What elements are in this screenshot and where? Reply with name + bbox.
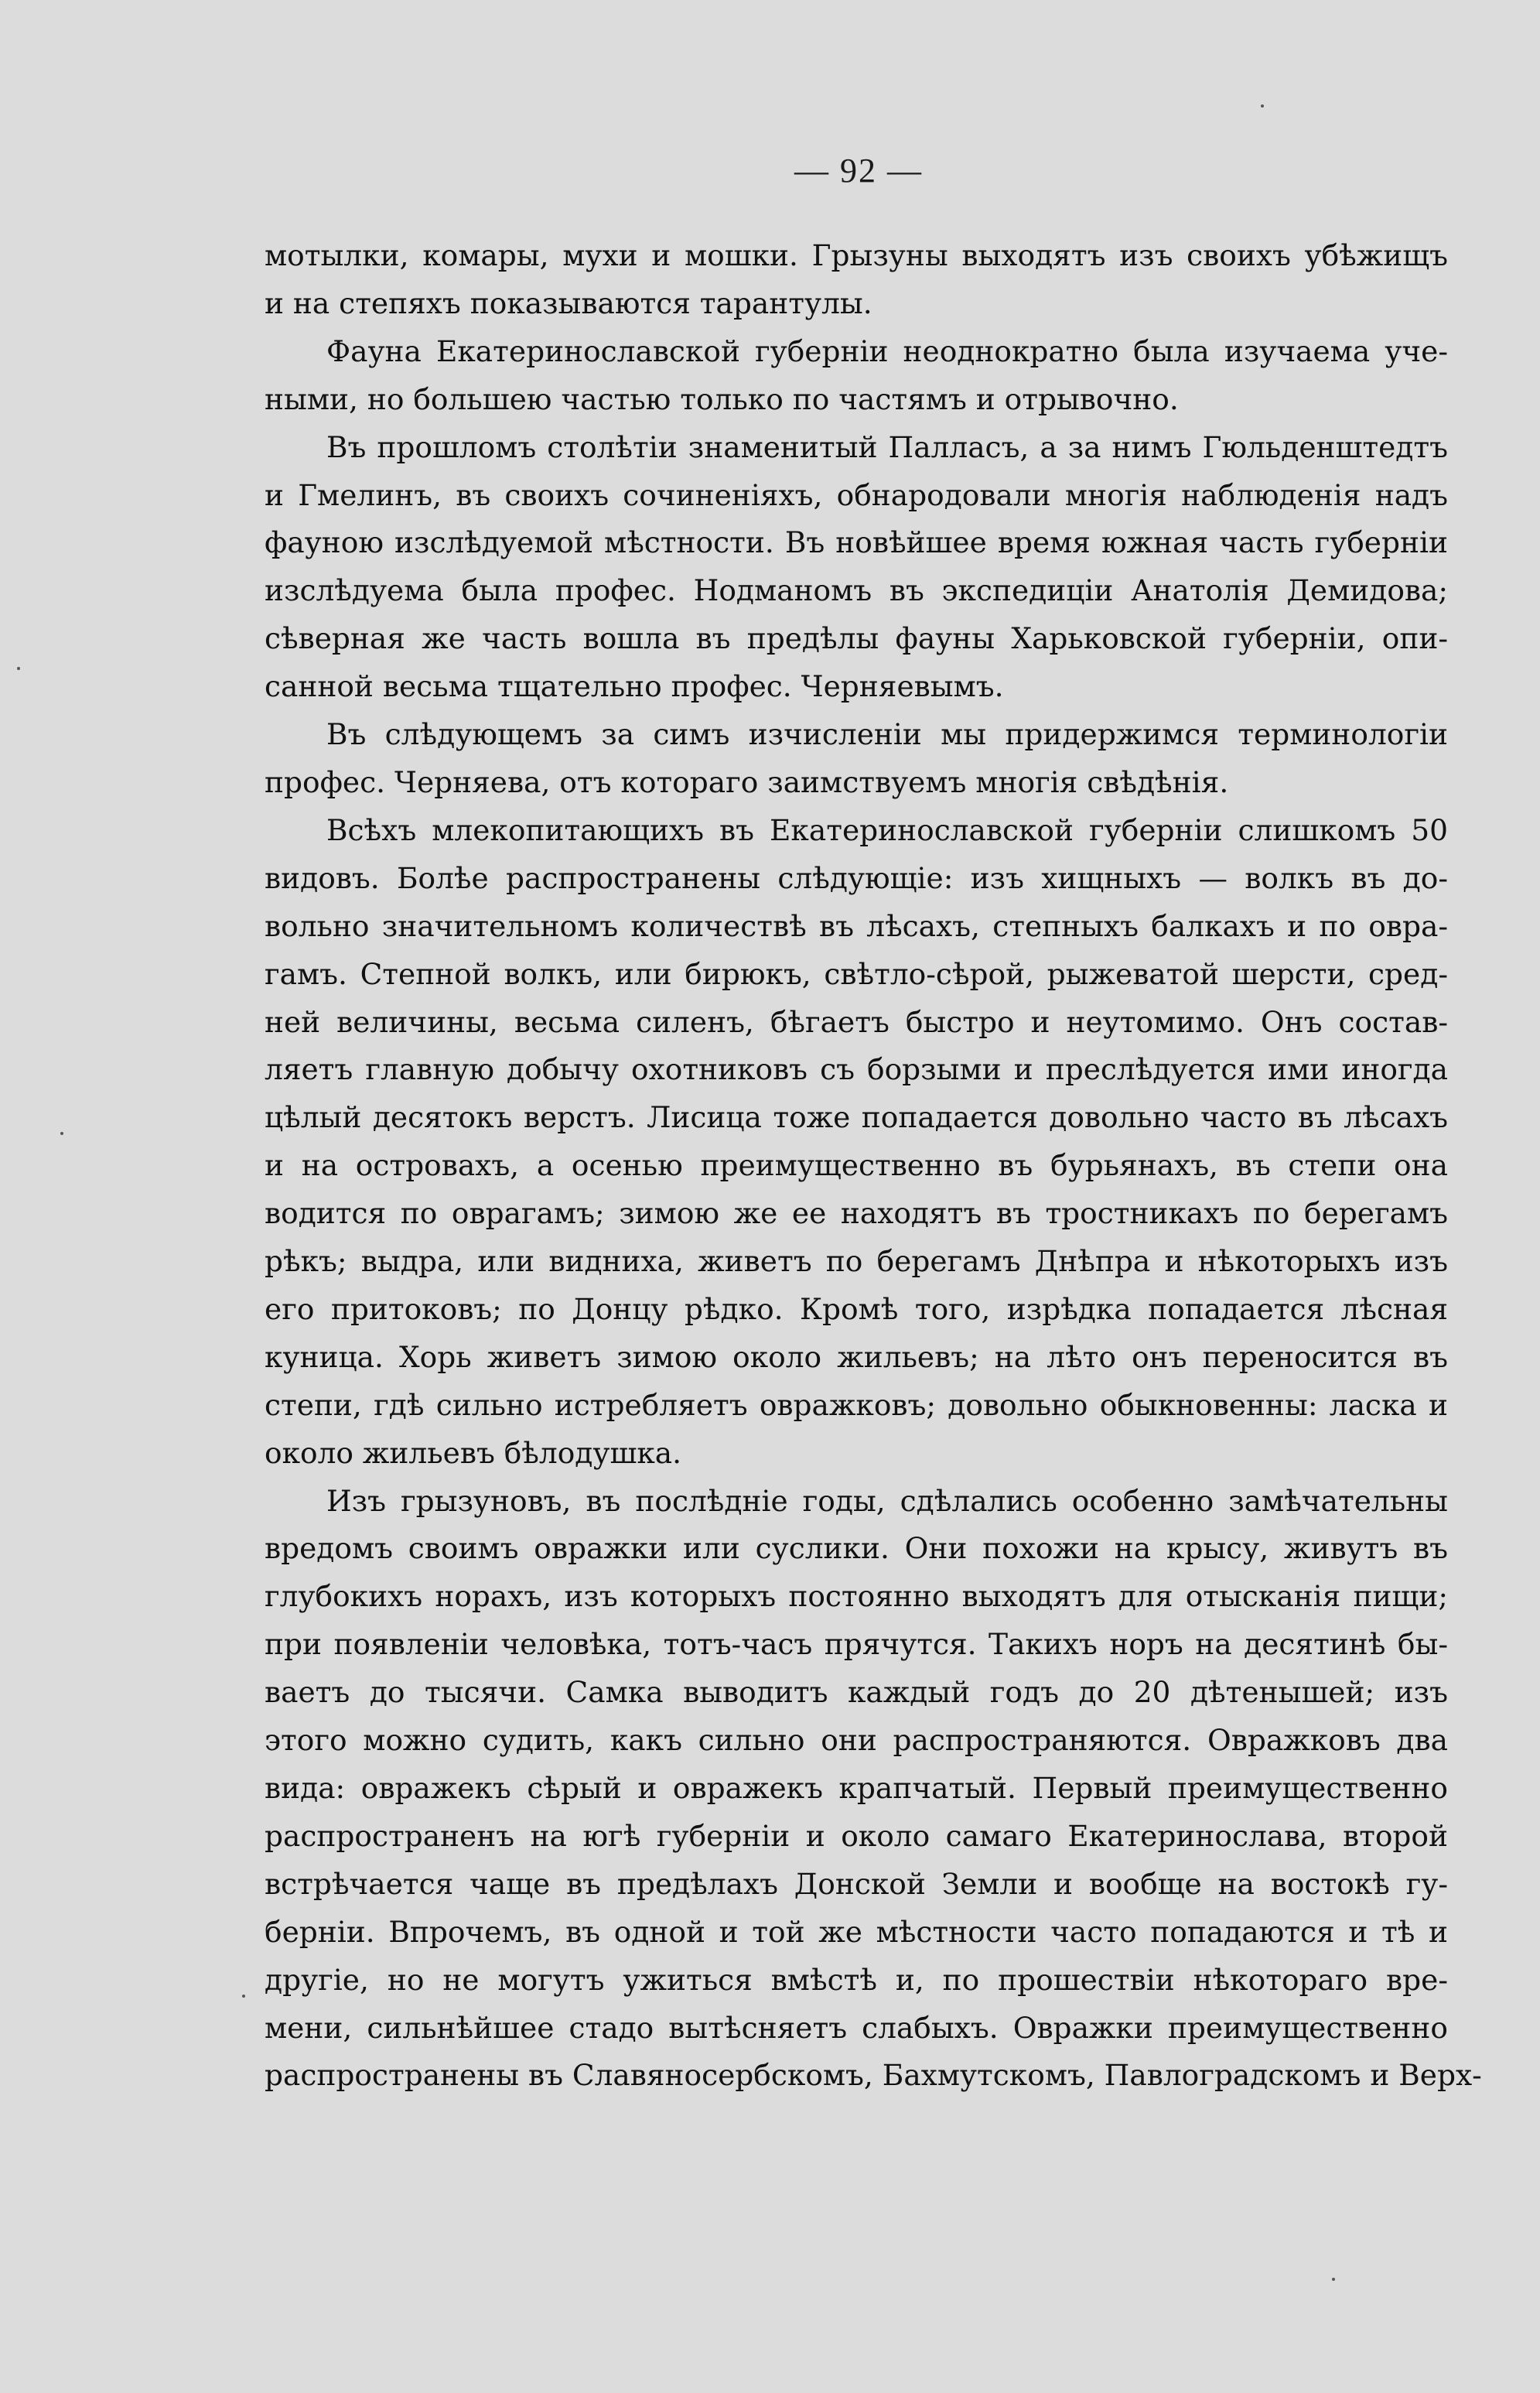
text-line: и на островахъ, а осенью преимущественно въ бурьянахъ, въ степи она xyxy=(265,1148,1448,1183)
text-line: цѣлый десятокъ верстъ. Лисица тоже попадается довольно часто въ лѣсахъ xyxy=(265,1100,1448,1135)
text-line: гамъ. Степной волкъ, или бирюкъ, свѣтло-сѣрой, рыжеватой шерсти, сред- xyxy=(265,956,1448,991)
text-line: около жильевъ бѣлодушка. xyxy=(265,1435,682,1470)
text-line: Въ прошломъ столѣтіи знаменитый Палласъ, а за нимъ Гюльденштедтъ xyxy=(326,429,1448,464)
text-line: сѣверная же часть вошла въ предѣлы фауны Харьковской губерніи, опи- xyxy=(265,621,1448,656)
scan-speck xyxy=(1261,104,1264,108)
text-line: встрѣчается чаще въ предѣлахъ Донской Земли и вообще на востокѣ гу- xyxy=(265,1866,1448,1901)
text-line: ляетъ главную добычу охотниковъ съ борзыми и преслѣдуется ими иногда xyxy=(265,1052,1448,1087)
text-line: Въ слѣдующемъ за симъ изчисленіи мы придержимся терминологіи xyxy=(326,717,1448,752)
body-text xyxy=(265,232,1482,2100)
page-number: — 92 — xyxy=(794,152,923,190)
text-line: рѣкъ; выдра, или видниха, живетъ по берегамъ Днѣпра и нѣкоторыхъ изъ xyxy=(265,1244,1448,1279)
text-line: Всѣхъ млекопитающихъ въ Екатеринославской губерніи слишкомъ 50 xyxy=(326,812,1448,847)
scan-speck xyxy=(60,1132,63,1135)
text-line: куница. Хорь живетъ зимою около жильевъ; на лѣто онъ переносится въ xyxy=(265,1339,1448,1374)
text-line: Фауна Екатеринославской губерніи неоднократно была изучаема уче- xyxy=(326,333,1448,368)
text-line: водится по оврагамъ; зимою же ее находятъ въ тростникахъ по берегамъ xyxy=(265,1196,1448,1231)
text-line: санной весьма тщательно профес. Черняевымъ. xyxy=(265,669,1004,704)
text-line: его притоковъ; по Донцу рѣдко. Кромѣ того, изрѣдка попадается лѣсная xyxy=(265,1291,1448,1326)
text-line: Изъ грызуновъ, въ послѣдніе годы, сдѣлались особенно замѣчательны xyxy=(326,1483,1448,1518)
text-line: глубокихъ норахъ, изъ которыхъ постоянно выходятъ для отысканія пищи; xyxy=(265,1579,1448,1614)
scan-speck xyxy=(17,667,20,670)
text-line: и Гмелинъ, въ своихъ сочиненіяхъ, обнародовали многія наблюденія надъ xyxy=(265,477,1448,512)
text-line: и на степяхъ показываются тарантулы. xyxy=(265,285,872,320)
text-line: распространены въ Славяносербскомъ, Бахмутскомъ, Павлоградскомъ и Верх- xyxy=(265,2058,1482,2093)
text-line: ваетъ до тысячи. Самка выводитъ каждый годъ до 20 дѣтенышей; изъ xyxy=(265,1675,1448,1710)
text-line: распространенъ на югѣ губерніи и около самаго Екатеринослава, второй xyxy=(265,1818,1448,1853)
text-line: вида: овражекъ сѣрый и овражекъ крапчатый. Первый преимущественно xyxy=(265,1771,1448,1805)
text-line: видовъ. Болѣе распространены слѣдующіе: изъ хищныхъ — волкъ въ до- xyxy=(265,860,1448,895)
text-line: изслѣдуема была профес. Нодманомъ въ экспедиціи Анатолія Демидова; xyxy=(265,573,1448,608)
scan-speck xyxy=(1332,2278,1335,2281)
text-line: другіе, но не могутъ ужиться вмѣстѣ и, по прошествіи нѣкотораго вре- xyxy=(265,1962,1448,1997)
text-line: этого можно судить, какъ сильно они распространяются. Овражковъ два xyxy=(265,1723,1448,1758)
scan-speck xyxy=(242,1995,245,1998)
text-line: фауною изслѣдуемой мѣстности. Въ новѣйшее время южная часть губерніи xyxy=(265,525,1448,560)
text-line: при появленіи человѣка, тотъ-часъ прячутся. Такихъ норъ на десятинѣ бы- xyxy=(265,1627,1448,1662)
text-line: мотылки, комары, мухи и мошки. Грызуны выходятъ изъ своихъ убѣжищъ xyxy=(265,238,1448,272)
text-line: мени, сильнѣйшее стадо вытѣсняетъ слабыхъ. Овражки преимущественно xyxy=(265,2010,1448,2045)
text-line: ными, но большею частью только по частямъ и отрывочно. xyxy=(265,381,1179,416)
text-line: вредомъ своимъ овражки или суслики. Они похожи на крысу, живутъ въ xyxy=(265,1531,1448,1566)
text-line: профес. Черняева, отъ котораго заимствуемъ многія свѣдѣнія. xyxy=(265,764,1229,799)
text-line: берніи. Впрочемъ, въ одной и той же мѣстности часто попадаются и тѣ и xyxy=(265,1914,1448,1949)
text-line: вольно значительномъ количествѣ въ лѣсахъ, степныхъ балкахъ и по овра- xyxy=(265,908,1448,943)
text-line: степи, гдѣ сильно истребляетъ овражковъ; довольно обыкновенны: ласка и xyxy=(265,1387,1448,1422)
text-line: ней величины, весьма силенъ, бѣгаетъ быстро и неутомимо. Онъ состав- xyxy=(265,1004,1448,1039)
